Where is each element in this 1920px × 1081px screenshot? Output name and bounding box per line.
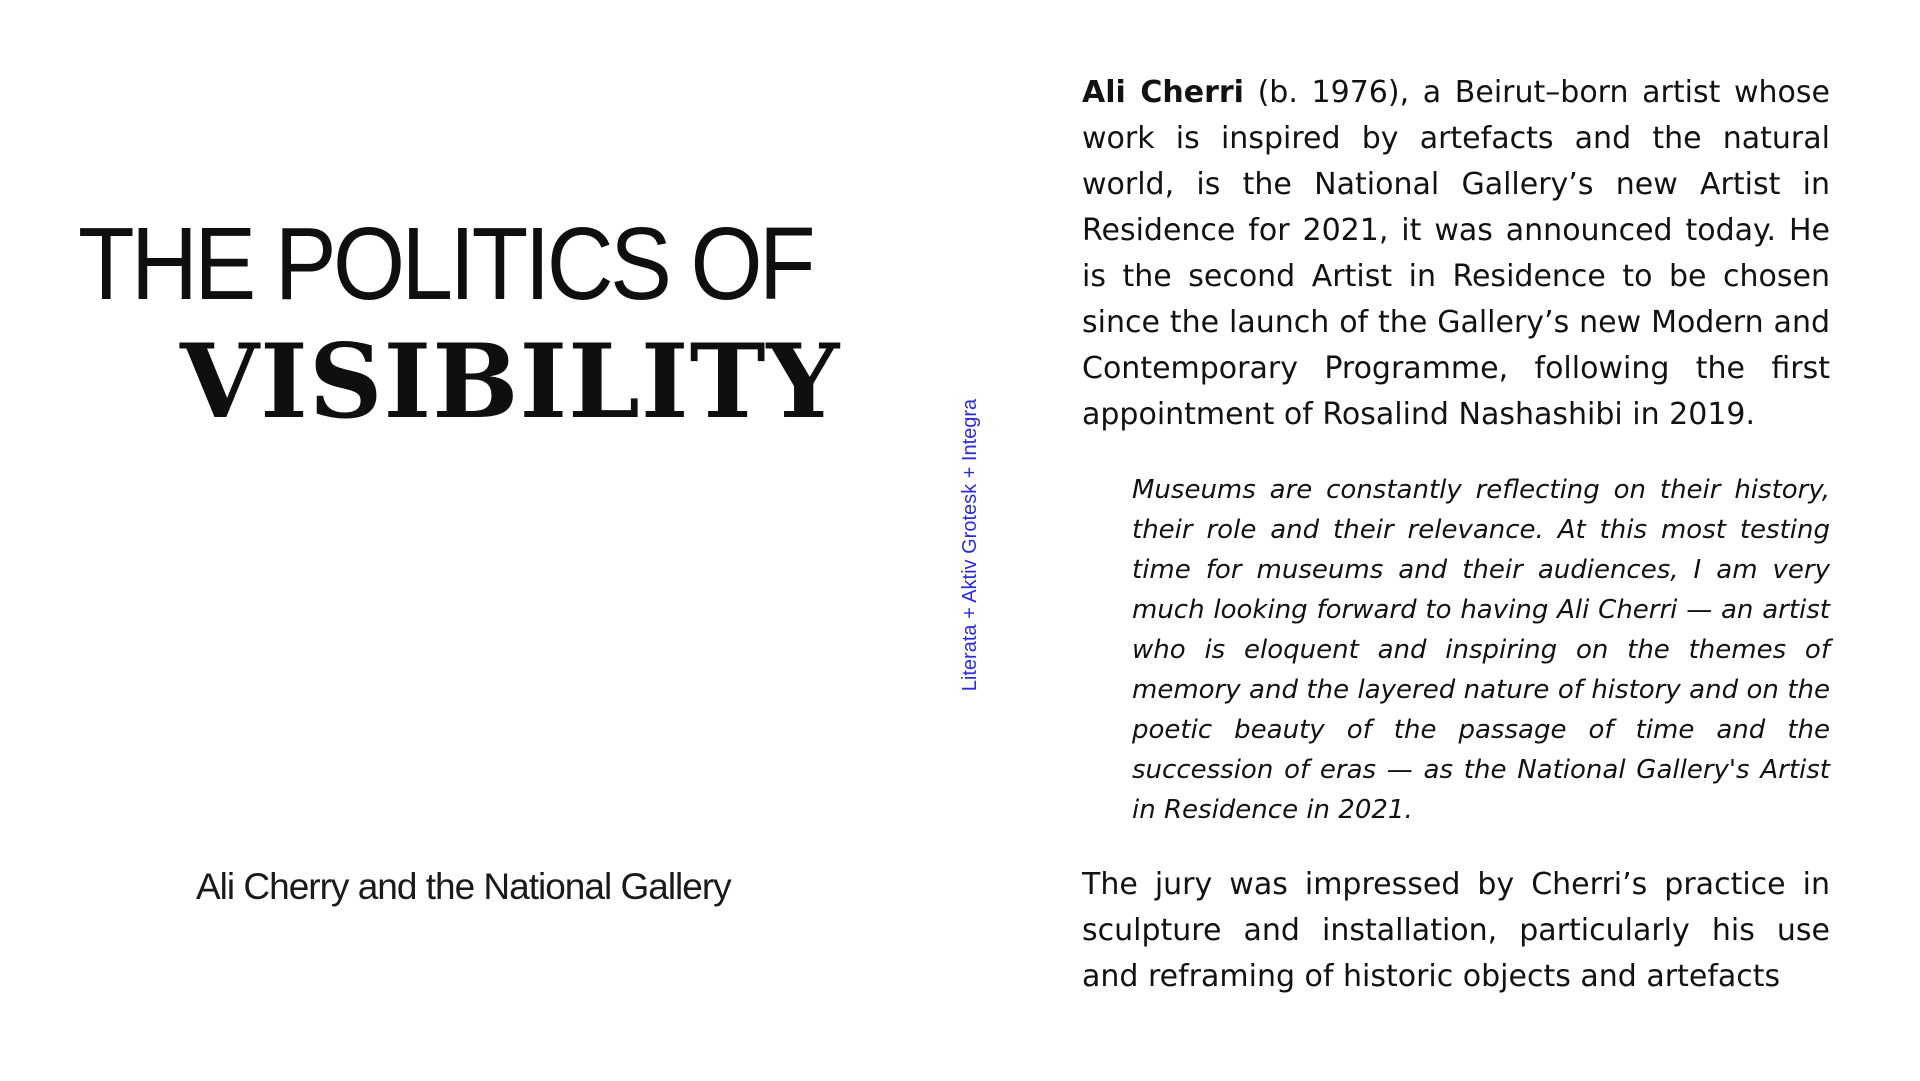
article-body <box>1082 70 1830 1000</box>
paragraph-1-text: (b. 1976), a Beirut–born artist whose work is inspired by artefacts and the natural world, is the National Gallery’s new Artist in Residence for 2021, it was announced today. He is the second Artist in Residence to be chosen since the launch of the Gallery’s new Modern and Contemporary Programme, following the first appointment of Rosalind Nashashibi in 2019. <box>1082 75 1830 432</box>
title-line-1: THE POLITICS OF <box>78 206 813 321</box>
title-line-2: VISIBILITY <box>180 322 841 442</box>
artist-name: Ali Cherri <box>1082 75 1244 110</box>
pull-quote: Museums are constantly reflecting on their history, their role and their relevance. At this most testing time for museums and their audiences, I am very much looking forward to having Ali Cherri — an artist who is eloquent and inspiring on the themes of memory and the layered nature of history and on the poetic beauty of the passage of time and the succession of eras — as the National Gallery's Artist in Residence in 2021. <box>1132 475 1830 825</box>
subtitle: Ali Cherry and the National Gallery <box>196 866 731 907</box>
article-paragraph-3: The jury was impressed by Cherri’s practice in sculpture and installation, particularly his use and reframing of historic objects and artefacts <box>1082 867 1830 994</box>
article-paragraph-1 <box>1082 70 1830 438</box>
font-credit-text: Literata + Aktiv Grotesk + Integra <box>959 398 981 692</box>
font-credit-note <box>952 380 988 710</box>
